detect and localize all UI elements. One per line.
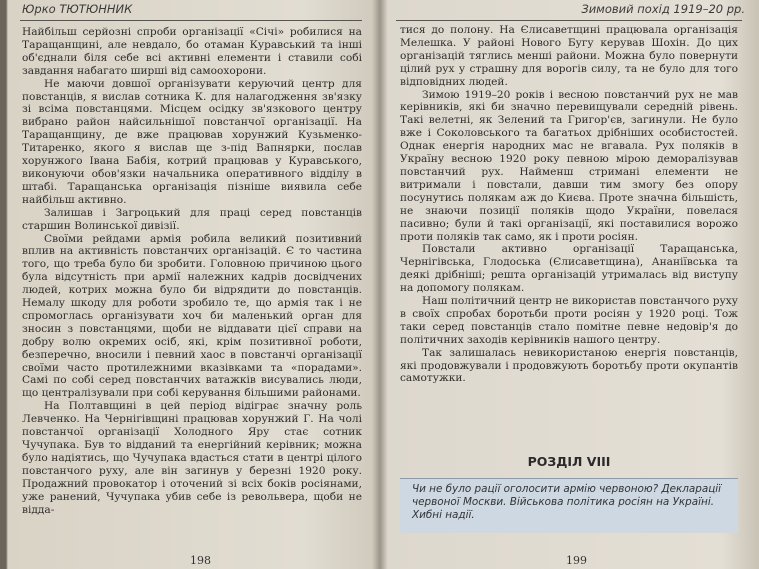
paragraph: Зимою 1919–20 років і весною повстанчий рух не мав керівників, які би значно перевищували середній рівень. Такі велетні, як Зелений та Григор'єв, загинули. Не було вже і Соколовського та багатьох дрібніших особистостей. Однак енергія народних мас не вгавала. Рух поляків в Україну весною 1920 року певною мірою деморалізував повстанчий рух. Найменш стримані елементи не витримали і повстали, давши тим змогу без опору посунутись полякам аж до Києва. Проте значна більшість, не знаючи позиції поляків щодо України, повелася пасивно; були й такі організації, які поставилися ворожо проти поляків так само, як і проти росіян. [400, 88, 738, 243]
paragraph: Залишав і Загроцький для праці серед повстанців старшин Волинської дивізії. [22, 206, 362, 232]
paragraph: Найбільш серйозні спроби організації «Січі» робилися на Таращанщині, але невдало, бо отаман Куравський та інші об'єднали біля себе всі активні елементи і ставили собі завдання набагато ширші від самоохорони. [22, 26, 362, 77]
page-number: 198 [190, 554, 211, 567]
header-rule [20, 20, 362, 21]
paragraph: Своїми рейдами армія робила великий позитивний вплив на активність повстанчих організацій. Є то частина того, що треба було би зробити. Головною причиною цього була відсутність при армії належних кадрів досвідчених людей, котрих можна було би відрядити до повстанців. Немалу шкоду для роботи зробило те, що армія так і не спромоглась організувати хоч би маленький орган для зносин з повстанцями, щоби не віддавати цієї справи на добру волю окремих осіб, які, крім позитивної роботи, безперечно, вносили і певний хаос в повстанчі організації своїми часто протилежними вказівками та «порадами». Самі по собі серед повстанчих ватажків висувались люди, що централізували при собі керування більшими районами. [22, 232, 362, 400]
page-number: 199 [566, 554, 587, 567]
running-header-title: Зимовий похід 1919–20 рр. [581, 2, 745, 16]
paragraph: тися до полону. На Єлисаветщині працювала організація Мелешка. У районі Нового Бугу керував Шохін. До цих організацій тяглись менші райони. Можна було повернути цілий рух у страшну для ворогів силу, та не було для того відповідних людей. [400, 24, 738, 88]
paragraph: На Полтавщині в цей період відіграє значну роль Левченко. На Чернігівщині працював хорунжий Г. На чолі повстанчої організації Холодного Яру стає сотник Чучупака. Був то відданий та енергійний керівник; можна було надіятись, що Чучупака вдасться стати в центрі цілого повстанчого руху, але він загинув у березні 1920 року. Продажний провокатор і оточений зі всіх боків росіянами, уже ранений, Чучупака убив себе із револьвера, щоби не відда- [22, 400, 362, 516]
chapter-epigraph: Чи не було рації оголосити армію червоною? Декларації червоної Москви. Військова політика росіян на Україні. Хибні надії. [412, 483, 722, 521]
left-page-body [22, 26, 362, 516]
left-page [8, 0, 380, 569]
paragraph: Так залишалась невикористаною енергія повстанців, які продовжували і продовжують боротьбу проти окупантів самотужки. [400, 346, 738, 385]
right-page-body [400, 24, 738, 385]
header-rule [396, 20, 742, 21]
running-header-author: Юрко ТЮТЮННИК [22, 2, 133, 16]
paragraph: Наш політичний центр не використав повстанчого руху в своїх спробах боротьби проти росіян у 1920 році. Тож таки серед повстанців стало помітне певне недовір'я до політичних заходів керівників нашого центру. [400, 295, 738, 346]
paragraph: Не маючи довшої організувати керуючий центр для повстанців, я вислав сотника К. для налагодження зв'язку зі всіма повстанцями. Місцем осідку зв'язкового центру вибрано район найсильнішої повстанчої організації. На Таращанщину, де вже працював хорунжий Кузьменко-Титаренко, якого я вислав ще з-під Вапнярки, послав хорунжого Івана Бабія, котрий працював у Куравського, виконуючи обов'язки начальника оперативного відділу в штабі. Таращанська організація пізніше виявила себе найбільш активно. [22, 77, 362, 206]
chapter-title: РОЗДІЛ VIII [527, 454, 611, 469]
right-page [380, 0, 759, 569]
paragraph: Повстали активно організації Таращанська, Чернігівська, Глодоська (Єлисаветщина), Ананіївська та деякі дрібніші; решта організацій утрималась від виступу на допомогу полякам. [400, 243, 738, 295]
